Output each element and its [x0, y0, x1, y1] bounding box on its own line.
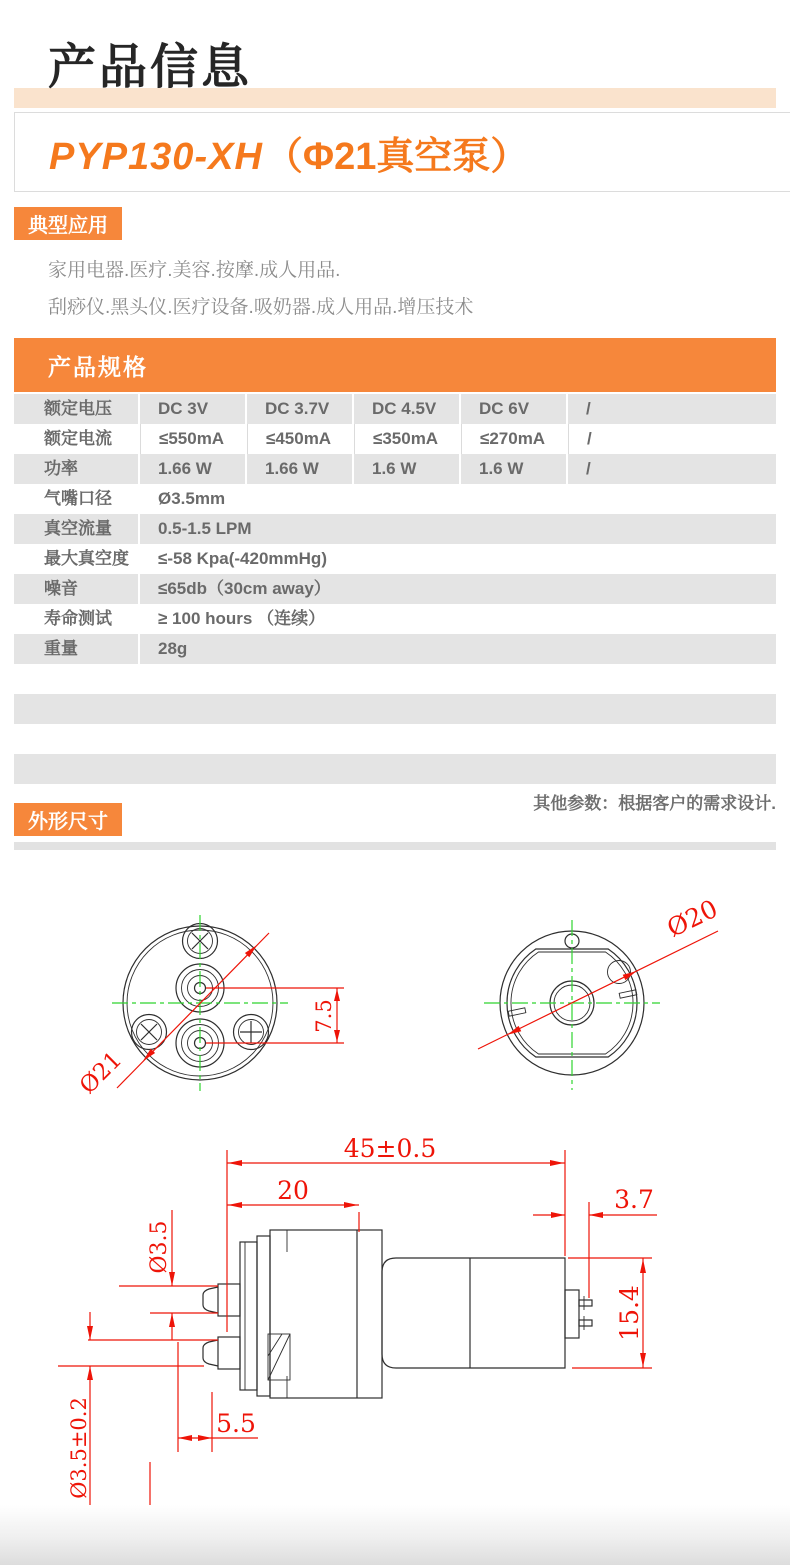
spec-value: DC 4.5V: [354, 394, 459, 424]
footer-fade: [0, 1505, 790, 1565]
dim-front-diameter: Ø21: [74, 1046, 128, 1100]
spec-value: 1.66 W: [140, 454, 245, 484]
spec-value: /: [568, 424, 776, 454]
spec-value: DC 3.7V: [247, 394, 352, 424]
table-row: [14, 514, 776, 544]
spec-value: 1.6 W: [461, 454, 566, 484]
dim-terminal-length: 3.7: [614, 1185, 654, 1214]
rear-view: [478, 894, 722, 1090]
screw-bottom-left: [132, 1015, 167, 1050]
dim-rear-diameter: Ø20: [662, 893, 723, 943]
spec-table-empty-row: [14, 664, 776, 694]
applications-line-1: 家用电器.医疗.美容.按摩.成人用品.: [48, 260, 341, 281]
spec-value: ≤350mA: [354, 424, 459, 454]
spec-value: ≤450mA: [247, 424, 352, 454]
spec-value: DC 3V: [140, 394, 245, 424]
spec-label: 气嘴口径: [14, 484, 138, 514]
spec-table: [14, 394, 776, 784]
section-divider-strip: [14, 842, 776, 850]
product-name-card: [14, 112, 790, 192]
other-parameters-note: 其他参数：根据客户的需求设计.: [533, 794, 776, 813]
spec-value: ≤550mA: [140, 424, 245, 454]
spec-label: 重量: [14, 634, 138, 664]
spec-label: 寿命测试: [14, 604, 138, 634]
dim-total-length: 45±0.5: [343, 1134, 437, 1163]
table-row: [14, 574, 776, 604]
dim-body-height: 15.4: [615, 1285, 644, 1341]
product-model: PYP130-XH: [49, 135, 263, 178]
spec-label: 最大真空度: [14, 544, 138, 574]
spec-label: 功率: [14, 454, 138, 484]
dim-head-length: 20: [277, 1176, 309, 1205]
spec-label: 噪音: [14, 574, 138, 604]
spec-table-empty-row: [14, 754, 776, 784]
spec-table-empty-row: [14, 724, 776, 754]
dim-nozzle-offset: 5.5: [216, 1409, 256, 1438]
product-name: [49, 125, 528, 180]
spec-value: ≥ 100 hours （连续）: [140, 604, 776, 634]
spec-empty-cell: [14, 754, 776, 784]
side-view: [58, 1134, 657, 1510]
spec-label: 额定电流: [14, 424, 138, 454]
dim-port-spacing: 7.5: [312, 999, 336, 1033]
table-row: [14, 394, 776, 424]
spec-empty-cell: [14, 724, 776, 754]
dim-nozzle-diameter-tolerance: Ø3.5±0.2: [67, 1397, 91, 1499]
applications-line-2: 刮痧仪.黑头仪.医疗设备.吸奶器.成人用品.增压技术: [48, 297, 474, 318]
table-row: [14, 484, 776, 514]
table-row: [14, 634, 776, 664]
table-row: [14, 604, 776, 634]
dimensions-heading: 外形尺寸: [14, 803, 122, 836]
spec-value: /: [568, 454, 776, 484]
spec-empty-cell: [14, 664, 776, 694]
spec-value: ≤-58 Kpa(-420mmHg): [140, 544, 776, 574]
product-variant: （Φ21真空泵）: [264, 135, 529, 178]
spec-section-header: [14, 338, 776, 392]
spec-value: Ø3.5mm: [140, 484, 776, 514]
spec-value: 0.5-1.5 LPM: [140, 514, 776, 544]
spec-value: 28g: [140, 634, 776, 664]
spec-value: ≤65db（30cm away）: [140, 574, 776, 604]
spec-value: 1.6 W: [354, 454, 459, 484]
spec-value: ≤270mA: [461, 424, 566, 454]
front-view: [75, 915, 344, 1099]
screw-bottom-right: [234, 1015, 269, 1050]
dim-nozzle-diameter: Ø3.5: [147, 1220, 172, 1274]
table-row: [14, 544, 776, 574]
spec-value: 1.66 W: [247, 454, 352, 484]
dimension-drawing: [0, 855, 790, 1510]
spec-value: /: [568, 394, 776, 424]
typical-applications-heading: 典型应用: [14, 207, 122, 240]
spec-value: DC 6V: [461, 394, 566, 424]
typical-applications-text: [48, 252, 473, 326]
spec-label: 额定电压: [14, 394, 138, 424]
table-row: [14, 424, 776, 454]
spec-table-empty-row: [14, 694, 776, 724]
spec-empty-cell: [14, 694, 776, 724]
page-title: 产品信息: [48, 41, 253, 94]
spec-label: 真空流量: [14, 514, 138, 544]
table-row: [14, 454, 776, 484]
spec-heading: 产品规格: [48, 353, 148, 380]
